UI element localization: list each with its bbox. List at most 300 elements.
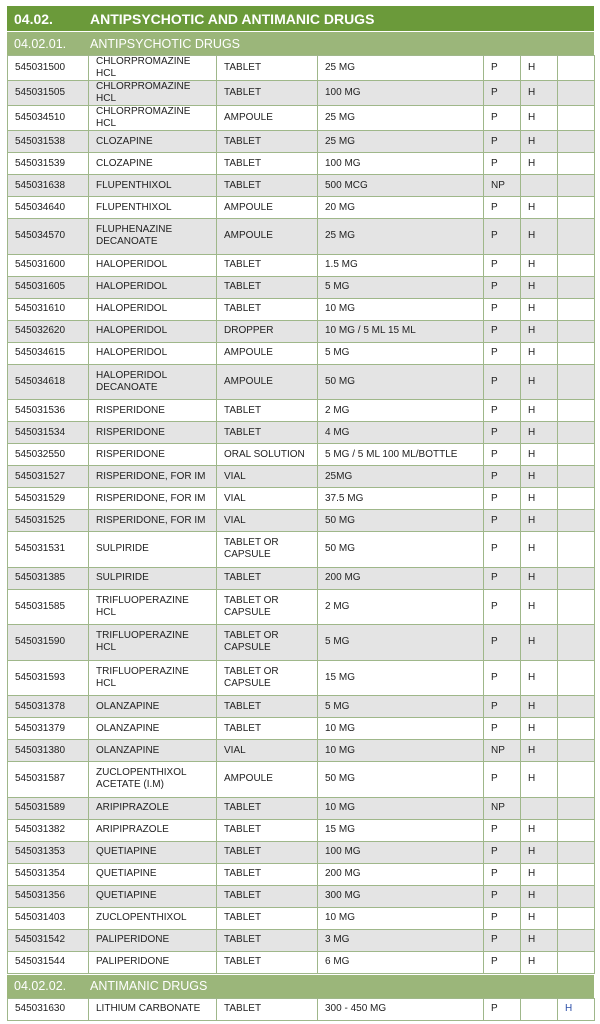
flag-1-cell: P xyxy=(484,885,521,907)
table-row xyxy=(8,696,595,718)
flag-1-cell: P xyxy=(484,298,521,320)
drug-code-cell: 545034510 xyxy=(8,106,89,131)
strength-cell: 50 MG xyxy=(318,532,484,568)
flag-1-cell: P xyxy=(484,444,521,466)
flag-2-cell: H xyxy=(521,589,558,625)
flag-3-cell: H xyxy=(558,998,595,1020)
strength-cell: 2 MG xyxy=(318,589,484,625)
flag-3-cell xyxy=(558,740,595,762)
strength-cell: 10 MG xyxy=(318,797,484,819)
flag-2-cell: H xyxy=(521,219,558,255)
drug-name-cell: OLANZAPINE xyxy=(89,696,217,718)
flag-3-cell xyxy=(558,532,595,568)
flag-1-cell: P xyxy=(484,696,521,718)
dosage-form-cell: TABLET OR CAPSULE xyxy=(217,532,318,568)
drug-name-cell: QUETIAPINE xyxy=(89,841,217,863)
table-row xyxy=(8,444,595,466)
flag-3-cell xyxy=(558,488,595,510)
drug-code-cell: 545031600 xyxy=(8,254,89,276)
section-header xyxy=(7,6,594,31)
table-row xyxy=(8,197,595,219)
table-row xyxy=(8,320,595,342)
flag-2-cell: H xyxy=(521,81,558,106)
table-row xyxy=(8,907,595,929)
drug-name-cell: RISPERIDONE, FOR IM xyxy=(89,510,217,532)
strength-cell: 100 MG xyxy=(318,153,484,175)
drug-name-cell: PALIPERIDONE xyxy=(89,929,217,951)
flag-1-cell: P xyxy=(484,510,521,532)
dosage-form-cell: TABLET xyxy=(217,998,318,1020)
flag-3-cell xyxy=(558,320,595,342)
strength-cell: 25 MG xyxy=(318,106,484,131)
flag-1-cell: P xyxy=(484,106,521,131)
flag-3-cell xyxy=(558,175,595,197)
flag-1-cell: P xyxy=(484,466,521,488)
flag-3-cell xyxy=(558,660,595,696)
flag-2-cell: H xyxy=(521,342,558,364)
strength-cell: 100 MG xyxy=(318,81,484,106)
flag-2-cell: H xyxy=(521,364,558,400)
drug-name-cell: RISPERIDONE xyxy=(89,444,217,466)
flag-3-cell xyxy=(558,131,595,153)
dosage-form-cell: VIAL xyxy=(217,510,318,532)
flag-2-cell: H xyxy=(521,567,558,589)
strength-cell: 5 MG xyxy=(318,342,484,364)
drug-code-cell: 545031380 xyxy=(8,740,89,762)
drug-name-cell: CHLORPROMAZINE HCL xyxy=(89,56,217,81)
flag-2-cell: H xyxy=(521,718,558,740)
table-row xyxy=(8,56,595,81)
subsection-header-antipsychotic xyxy=(7,31,594,55)
drug-name-cell: ZUCLOPENTHIXOL ACETATE (I.M) xyxy=(89,762,217,798)
flag-1-cell: P xyxy=(484,819,521,841)
table-row xyxy=(8,841,595,863)
dosage-form-cell: TABLET OR CAPSULE xyxy=(217,660,318,696)
drug-name-cell: HALOPERIDOL xyxy=(89,320,217,342)
drug-name-cell: ARIPIPRAZOLE xyxy=(89,819,217,841)
drug-code-cell: 545034570 xyxy=(8,219,89,255)
flag-3-cell xyxy=(558,589,595,625)
table-row xyxy=(8,532,595,568)
strength-cell: 10 MG xyxy=(318,740,484,762)
strength-cell: 5 MG xyxy=(318,276,484,298)
table-row xyxy=(8,762,595,798)
flag-3-cell xyxy=(558,400,595,422)
flag-3-cell xyxy=(558,929,595,951)
drug-name-cell: TRIFLUOPERAZINE HCL xyxy=(89,660,217,696)
drug-name-cell: HALOPERIDOL DECANOATE xyxy=(89,364,217,400)
drug-name-cell: OLANZAPINE xyxy=(89,740,217,762)
drug-code-cell: 545031378 xyxy=(8,696,89,718)
flag-3-cell xyxy=(558,276,595,298)
flag-3-cell xyxy=(558,444,595,466)
antimanic-table xyxy=(7,998,595,1021)
flag-3-cell xyxy=(558,567,595,589)
drug-code-cell: 545031385 xyxy=(8,567,89,589)
flag-1-cell: P xyxy=(484,951,521,973)
drug-name-cell: LITHIUM CARBONATE xyxy=(89,998,217,1020)
strength-cell: 25 MG xyxy=(318,131,484,153)
table-row xyxy=(8,567,595,589)
flag-1-cell: P xyxy=(484,532,521,568)
flag-2-cell: H xyxy=(521,740,558,762)
table-row xyxy=(8,400,595,422)
strength-cell: 5 MG xyxy=(318,625,484,661)
table-row xyxy=(8,488,595,510)
table-row xyxy=(8,364,595,400)
flag-1-cell: P xyxy=(484,998,521,1020)
flag-2-cell: H xyxy=(521,276,558,298)
drug-code-cell: 545031544 xyxy=(8,951,89,973)
flag-2-cell: H xyxy=(521,819,558,841)
flag-1-cell: NP xyxy=(484,175,521,197)
dosage-form-cell: TABLET xyxy=(217,276,318,298)
drug-name-cell: CLOZAPINE xyxy=(89,131,217,153)
drug-code-cell: 545031525 xyxy=(8,510,89,532)
drug-code-cell: 545031354 xyxy=(8,863,89,885)
drug-code-cell: 545031505 xyxy=(8,81,89,106)
table-row xyxy=(8,660,595,696)
drug-name-cell: RISPERIDONE xyxy=(89,400,217,422)
flag-3-cell xyxy=(558,298,595,320)
drug-name-cell: FLUPENTHIXOL xyxy=(89,175,217,197)
flag-2-cell: H xyxy=(521,197,558,219)
drug-code-cell: 545032550 xyxy=(8,444,89,466)
flag-1-cell: P xyxy=(484,907,521,929)
drug-name-cell: CHLORPROMAZINE HCL xyxy=(89,81,217,106)
flag-3-cell xyxy=(558,863,595,885)
table-row xyxy=(8,998,595,1020)
strength-cell: 10 MG xyxy=(318,907,484,929)
dosage-form-cell: TABLET xyxy=(217,907,318,929)
strength-cell: 5 MG xyxy=(318,696,484,718)
flag-1-cell: P xyxy=(484,488,521,510)
strength-cell: 300 - 450 MG xyxy=(318,998,484,1020)
flag-3-cell xyxy=(558,762,595,798)
table-row xyxy=(8,219,595,255)
drug-code-cell: 545031353 xyxy=(8,841,89,863)
flag-3-cell xyxy=(558,819,595,841)
drug-name-cell: PALIPERIDONE xyxy=(89,951,217,973)
flag-3-cell xyxy=(558,841,595,863)
flag-1-cell: P xyxy=(484,56,521,81)
dosage-form-cell: AMPOULE xyxy=(217,106,318,131)
dosage-form-cell: AMPOULE xyxy=(217,197,318,219)
flag-3-cell xyxy=(558,422,595,444)
strength-cell: 5 MG / 5 ML 100 ML/BOTTLE xyxy=(318,444,484,466)
dosage-form-cell: TABLET xyxy=(217,797,318,819)
subsection-title: ANTIPSYCHOTIC DRUGS xyxy=(90,36,241,51)
flag-2-cell: H xyxy=(521,466,558,488)
drug-name-cell: HALOPERIDOL xyxy=(89,276,217,298)
strength-cell: 10 MG xyxy=(318,298,484,320)
drug-name-cell: OLANZAPINE xyxy=(89,718,217,740)
dosage-form-cell: TABLET xyxy=(217,153,318,175)
table-row xyxy=(8,342,595,364)
flag-1-cell: P xyxy=(484,131,521,153)
flag-3-cell xyxy=(558,696,595,718)
flag-1-cell: P xyxy=(484,841,521,863)
flag-1-cell: P xyxy=(484,718,521,740)
drug-code-cell: 545031379 xyxy=(8,718,89,740)
dosage-form-cell: TABLET xyxy=(217,400,318,422)
drug-code-cell: 545031534 xyxy=(8,422,89,444)
table-row xyxy=(8,175,595,197)
strength-cell: 3 MG xyxy=(318,929,484,951)
flag-2-cell: H xyxy=(521,131,558,153)
dosage-form-cell: AMPOULE xyxy=(217,219,318,255)
strength-cell: 37.5 MG xyxy=(318,488,484,510)
table-row xyxy=(8,589,595,625)
dosage-form-cell: TABLET xyxy=(217,298,318,320)
antipsychotic-table xyxy=(7,55,595,974)
drug-code-cell: 545031542 xyxy=(8,929,89,951)
strength-cell: 25MG xyxy=(318,466,484,488)
strength-cell: 15 MG xyxy=(318,819,484,841)
drug-code-cell: 545031585 xyxy=(8,589,89,625)
flag-2-cell xyxy=(521,797,558,819)
drug-code-cell: 545031403 xyxy=(8,907,89,929)
drug-code-cell: 545031638 xyxy=(8,175,89,197)
table-row xyxy=(8,863,595,885)
flag-3-cell xyxy=(558,106,595,131)
dosage-form-cell: TABLET OR CAPSULE xyxy=(217,589,318,625)
flag-1-cell: P xyxy=(484,762,521,798)
dosage-form-cell: TABLET xyxy=(217,951,318,973)
subsection-title: ANTIMANIC DRUGS xyxy=(90,979,208,993)
flag-1-cell: NP xyxy=(484,740,521,762)
drug-code-cell: 545034618 xyxy=(8,364,89,400)
strength-cell: 10 MG xyxy=(318,718,484,740)
strength-cell: 50 MG xyxy=(318,364,484,400)
dosage-form-cell: TABLET xyxy=(217,254,318,276)
flag-2-cell: H xyxy=(521,907,558,929)
drug-name-cell: RISPERIDONE, FOR IM xyxy=(89,488,217,510)
table-row xyxy=(8,797,595,819)
flag-2-cell: H xyxy=(521,444,558,466)
flag-2-cell: H xyxy=(521,885,558,907)
table-row xyxy=(8,718,595,740)
table-row xyxy=(8,625,595,661)
subsection-header-antimanic xyxy=(7,974,594,998)
flag-1-cell: P xyxy=(484,197,521,219)
flag-3-cell xyxy=(558,254,595,276)
formulary-page xyxy=(7,6,594,1021)
drug-name-cell: SULPIRIDE xyxy=(89,532,217,568)
flag-3-cell xyxy=(558,797,595,819)
table-row xyxy=(8,740,595,762)
drug-code-cell: 545031605 xyxy=(8,276,89,298)
flag-3-cell xyxy=(558,364,595,400)
section-code: 04.02. xyxy=(14,10,53,27)
flag-1-cell: P xyxy=(484,81,521,106)
flag-2-cell: H xyxy=(521,532,558,568)
strength-cell: 100 MG xyxy=(318,841,484,863)
flag-1-cell: P xyxy=(484,567,521,589)
strength-cell: 200 MG xyxy=(318,863,484,885)
drug-name-cell: HALOPERIDOL xyxy=(89,342,217,364)
drug-name-cell: QUETIAPINE xyxy=(89,863,217,885)
table-row xyxy=(8,298,595,320)
strength-cell: 6 MG xyxy=(318,951,484,973)
drug-code-cell: 545032620 xyxy=(8,320,89,342)
table-row xyxy=(8,81,595,106)
table-row xyxy=(8,885,595,907)
flag-1-cell: NP xyxy=(484,797,521,819)
flag-1-cell: P xyxy=(484,254,521,276)
strength-cell: 25 MG xyxy=(318,219,484,255)
flag-3-cell xyxy=(558,510,595,532)
dosage-form-cell: TABLET xyxy=(217,929,318,951)
flag-1-cell: P xyxy=(484,863,521,885)
dosage-form-cell: TABLET xyxy=(217,841,318,863)
flag-1-cell: P xyxy=(484,589,521,625)
strength-cell: 200 MG xyxy=(318,567,484,589)
table-row xyxy=(8,153,595,175)
flag-2-cell: H xyxy=(521,863,558,885)
dosage-form-cell: VIAL xyxy=(217,488,318,510)
strength-cell: 2 MG xyxy=(318,400,484,422)
dosage-form-cell: TABLET xyxy=(217,696,318,718)
table-row xyxy=(8,510,595,532)
flag-2-cell: H xyxy=(521,153,558,175)
flag-3-cell xyxy=(558,153,595,175)
table-row xyxy=(8,466,595,488)
flag-3-cell xyxy=(558,466,595,488)
drug-name-cell: TRIFLUOPERAZINE HCL xyxy=(89,589,217,625)
drug-code-cell: 545031531 xyxy=(8,532,89,568)
drug-code-cell: 545031382 xyxy=(8,819,89,841)
dosage-form-cell: TABLET xyxy=(217,863,318,885)
drug-name-cell: HALOPERIDOL xyxy=(89,298,217,320)
flag-2-cell: H xyxy=(521,56,558,81)
drug-name-cell: ARIPIPRAZOLE xyxy=(89,797,217,819)
dosage-form-cell: VIAL xyxy=(217,466,318,488)
flag-2-cell: H xyxy=(521,951,558,973)
drug-name-cell: SULPIRIDE xyxy=(89,567,217,589)
dosage-form-cell: TABLET xyxy=(217,819,318,841)
dosage-form-cell: DROPPER xyxy=(217,320,318,342)
flag-3-cell xyxy=(558,625,595,661)
drug-code-cell: 545031587 xyxy=(8,762,89,798)
table-row xyxy=(8,254,595,276)
dosage-form-cell: ORAL SOLUTION xyxy=(217,444,318,466)
flag-3-cell xyxy=(558,219,595,255)
drug-code-cell: 545031539 xyxy=(8,153,89,175)
flag-1-cell: P xyxy=(484,342,521,364)
section-title: ANTIPSYCHOTIC AND ANTIMANIC DRUGS xyxy=(90,10,375,27)
flag-2-cell: H xyxy=(521,254,558,276)
strength-cell: 50 MG xyxy=(318,762,484,798)
drug-code-cell: 545031593 xyxy=(8,660,89,696)
drug-code-cell: 545031590 xyxy=(8,625,89,661)
drug-code-cell: 545034640 xyxy=(8,197,89,219)
table-row xyxy=(8,951,595,973)
subsection-code: 04.02.01. xyxy=(14,36,67,51)
table-row xyxy=(8,106,595,131)
flag-2-cell: H xyxy=(521,422,558,444)
drug-name-cell: QUETIAPINE xyxy=(89,885,217,907)
flag-2-cell: H xyxy=(521,696,558,718)
dosage-form-cell: AMPOULE xyxy=(217,364,318,400)
flag-2-cell: H xyxy=(521,660,558,696)
strength-cell: 4 MG xyxy=(318,422,484,444)
drug-name-cell: FLUPENTHIXOL xyxy=(89,197,217,219)
drug-code-cell: 545031500 xyxy=(8,56,89,81)
drug-name-cell: TRIFLUOPERAZINE HCL xyxy=(89,625,217,661)
dosage-form-cell: TABLET xyxy=(217,175,318,197)
table-row xyxy=(8,276,595,298)
drug-name-cell: CLOZAPINE xyxy=(89,153,217,175)
flag-1-cell: P xyxy=(484,320,521,342)
flag-2-cell: H xyxy=(521,841,558,863)
dosage-form-cell: TABLET xyxy=(217,422,318,444)
dosage-form-cell: TABLET OR CAPSULE xyxy=(217,625,318,661)
flag-3-cell xyxy=(558,885,595,907)
drug-name-cell: ZUCLOPENTHIXOL xyxy=(89,907,217,929)
strength-cell: 500 MCG xyxy=(318,175,484,197)
drug-name-cell: HALOPERIDOL xyxy=(89,254,217,276)
flag-2-cell: H xyxy=(521,488,558,510)
flag-3-cell xyxy=(558,56,595,81)
flag-3-cell xyxy=(558,197,595,219)
dosage-form-cell: VIAL xyxy=(217,740,318,762)
strength-cell: 10 MG / 5 ML 15 ML xyxy=(318,320,484,342)
flag-2-cell: H xyxy=(521,625,558,661)
flag-2-cell xyxy=(521,998,558,1020)
flag-1-cell: P xyxy=(484,276,521,298)
flag-1-cell: P xyxy=(484,219,521,255)
table-row xyxy=(8,819,595,841)
table-row xyxy=(8,422,595,444)
drug-code-cell: 545031527 xyxy=(8,466,89,488)
flag-3-cell xyxy=(558,81,595,106)
table-row xyxy=(8,131,595,153)
flag-1-cell: P xyxy=(484,625,521,661)
drug-code-cell: 545031536 xyxy=(8,400,89,422)
dosage-form-cell: AMPOULE xyxy=(217,762,318,798)
dosage-form-cell: TABLET xyxy=(217,56,318,81)
flag-2-cell: H xyxy=(521,510,558,532)
flag-1-cell: P xyxy=(484,422,521,444)
table-row xyxy=(8,929,595,951)
flag-2-cell xyxy=(521,175,558,197)
flag-3-cell xyxy=(558,718,595,740)
strength-cell: 300 MG xyxy=(318,885,484,907)
dosage-form-cell: TABLET xyxy=(217,131,318,153)
flag-2-cell: H xyxy=(521,106,558,131)
strength-cell: 25 MG xyxy=(318,56,484,81)
drug-code-cell: 545034615 xyxy=(8,342,89,364)
dosage-form-cell: AMPOULE xyxy=(217,342,318,364)
flag-1-cell: P xyxy=(484,400,521,422)
flag-1-cell: P xyxy=(484,929,521,951)
drug-code-cell: 545031630 xyxy=(8,998,89,1020)
flag-2-cell: H xyxy=(521,298,558,320)
flag-2-cell: H xyxy=(521,929,558,951)
drug-code-cell: 545031589 xyxy=(8,797,89,819)
drug-name-cell: FLUPHENAZINE DECANOATE xyxy=(89,219,217,255)
flag-2-cell: H xyxy=(521,400,558,422)
drug-code-cell: 545031610 xyxy=(8,298,89,320)
dosage-form-cell: TABLET xyxy=(217,718,318,740)
drug-name-cell: CHLORPROMAZINE HCL xyxy=(89,106,217,131)
flag-2-cell: H xyxy=(521,762,558,798)
flag-1-cell: P xyxy=(484,660,521,696)
strength-cell: 1.5 MG xyxy=(318,254,484,276)
dosage-form-cell: TABLET xyxy=(217,567,318,589)
drug-name-cell: RISPERIDONE xyxy=(89,422,217,444)
